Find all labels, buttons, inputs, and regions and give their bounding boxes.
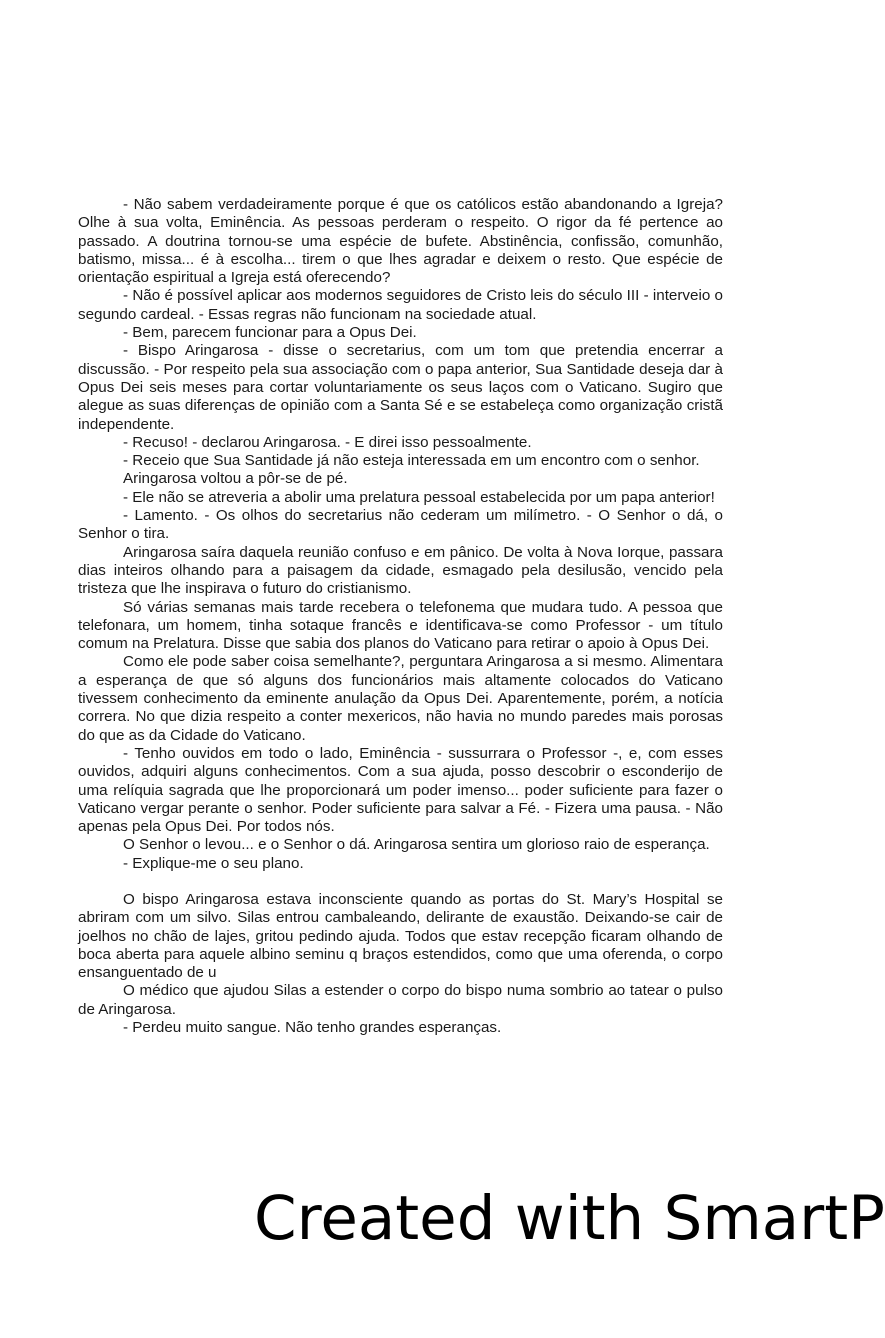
paragraph: - Não é possível aplicar aos modernos seguidores de Cristo leis do século III - interveio o segundo cardeal. - Essas regras não funcionam na sociedade atual. xyxy=(78,287,723,323)
paragraph: - Recuso! - declarou Aringarosa. - E direi isso pessoalmente. xyxy=(123,433,532,451)
paragraph: - Receio que Sua Santidade já não esteja interessada em um encontro com o senhor. xyxy=(123,452,700,470)
watermark-text: Created with SmartP xyxy=(254,1183,885,1254)
paragraph: - Lamento. - Os olhos do secretarius não cederam um milímetro. - O Senhor o dá, o Senhor o tira. xyxy=(78,507,723,543)
paragraph: - Bispo Aringarosa - disse o secretarius, com um tom que pretendia encerrar a discussão. - Por respeito pela sua associação com o papa anterior, Sua Santidade deseja dar à Opus Dei seis meses para cortar voluntariamente os seus laços com o Vaticano. Sugiro que alegue as suas diferenças de opinião com a Santa Sé e se estabeleça como organização cristã independente. xyxy=(78,342,723,433)
paragraph: O médico que ajudou Silas a estender o corpo do bispo numa sombrio ao tatear o pulso de Aringarosa. xyxy=(78,982,723,1018)
paragraph: - Perdeu muito sangue. Não tenho grandes esperanças. xyxy=(123,1019,502,1037)
paragraph: Só várias semanas mais tarde recebera o telefonema que mudara tudo. A pessoa que telefonara, um homem, tinha sotaque francês e identificava-se como Professor - um título comum na Prelatura. Disse que sabia dos planos do Vaticano para retirar o apoio à Opus Dei. xyxy=(78,598,723,653)
paragraph: - Não sabem verdadeiramente porque é que os católicos estão abandonando a Igreja? Olhe à sua volta, Eminência. As pessoas perderam o respeito. O rigor da fé pertence ao passado. A doutrina tornou-se uma espécie de bufete. Abstinência, confissão, comunhão, batismo, missa... é à escolha... tirem o que lhes agradar e deixem o resto. Que espécie de orientação espiritual a Igreja está oferecendo? xyxy=(78,196,723,287)
paragraph: - Explique-me o seu plano. xyxy=(123,854,304,872)
paragraph: - Ele não se atreveria a abolir uma prelatura pessoal estabelecida por um papa anterior! xyxy=(123,488,715,506)
paragraph: O Senhor o levou... e o Senhor o dá. Aringarosa sentira um glorioso raio de esperança. xyxy=(123,836,710,854)
body-text xyxy=(78,196,723,1037)
paragraph: - Tenho ouvidos em todo o lado, Eminência - sussurrara o Professor -, e, com esses ouvidos, adquiri alguns conhecimentos. Com a sua ajuda, posso descobrir o esconderijo de uma relíquia sagrada que lhe proporcionará um poder imenso... poder suficiente para fazer o Vaticano vergar perante o senhor. Poder suficiente para salvar a Fé. - Fizera uma pausa. - Não apenas pela Opus Dei. Por todos nós. xyxy=(78,744,723,836)
paragraph: - Bem, parecem funcionar para a Opus Dei. xyxy=(123,324,417,342)
overlay-mask xyxy=(604,1002,800,1074)
paragraph: Aringarosa saíra daquela reunião confuso e em pânico. De volta à Nova Iorque, passara dias inteiros olhando para a paisagem da cidade, esmagado pela desilusão, vencido pela tristeza que lhe inspirava o futuro do cristianismo. xyxy=(78,543,723,598)
paragraph: Aringarosa voltou a pôr-se de pé. xyxy=(123,470,348,488)
paragraph: O bispo Aringarosa estava inconsciente quando as portas do St. Mary’s Hospital se abriram com um silvo. Silas entrou cambaleando, delirante de exaustão. Deixando-se cair de joelhos no chão de lajes, gritou pedindo ajuda. Todos que estav recepção ficaram olhando de boca aberta para aquele albino seminu q braços estendidos, como que uma oferenda, o corpo ensanguentado de u xyxy=(78,890,723,982)
paragraph: Como ele pode saber coisa semelhante?, perguntara Aringarosa a si mesmo. Alimentara a esperança de que só alguns dos funcionários mais altamente colocados do Vaticano tivessem conhecimento da eminente anulação da Opus Dei. Aparentemente, porém, a notícia correra. No que dizia respeito a conter mexericos, não havia no mundo paredes mais porosas do que as da Cidade do Vaticano. xyxy=(78,653,723,744)
